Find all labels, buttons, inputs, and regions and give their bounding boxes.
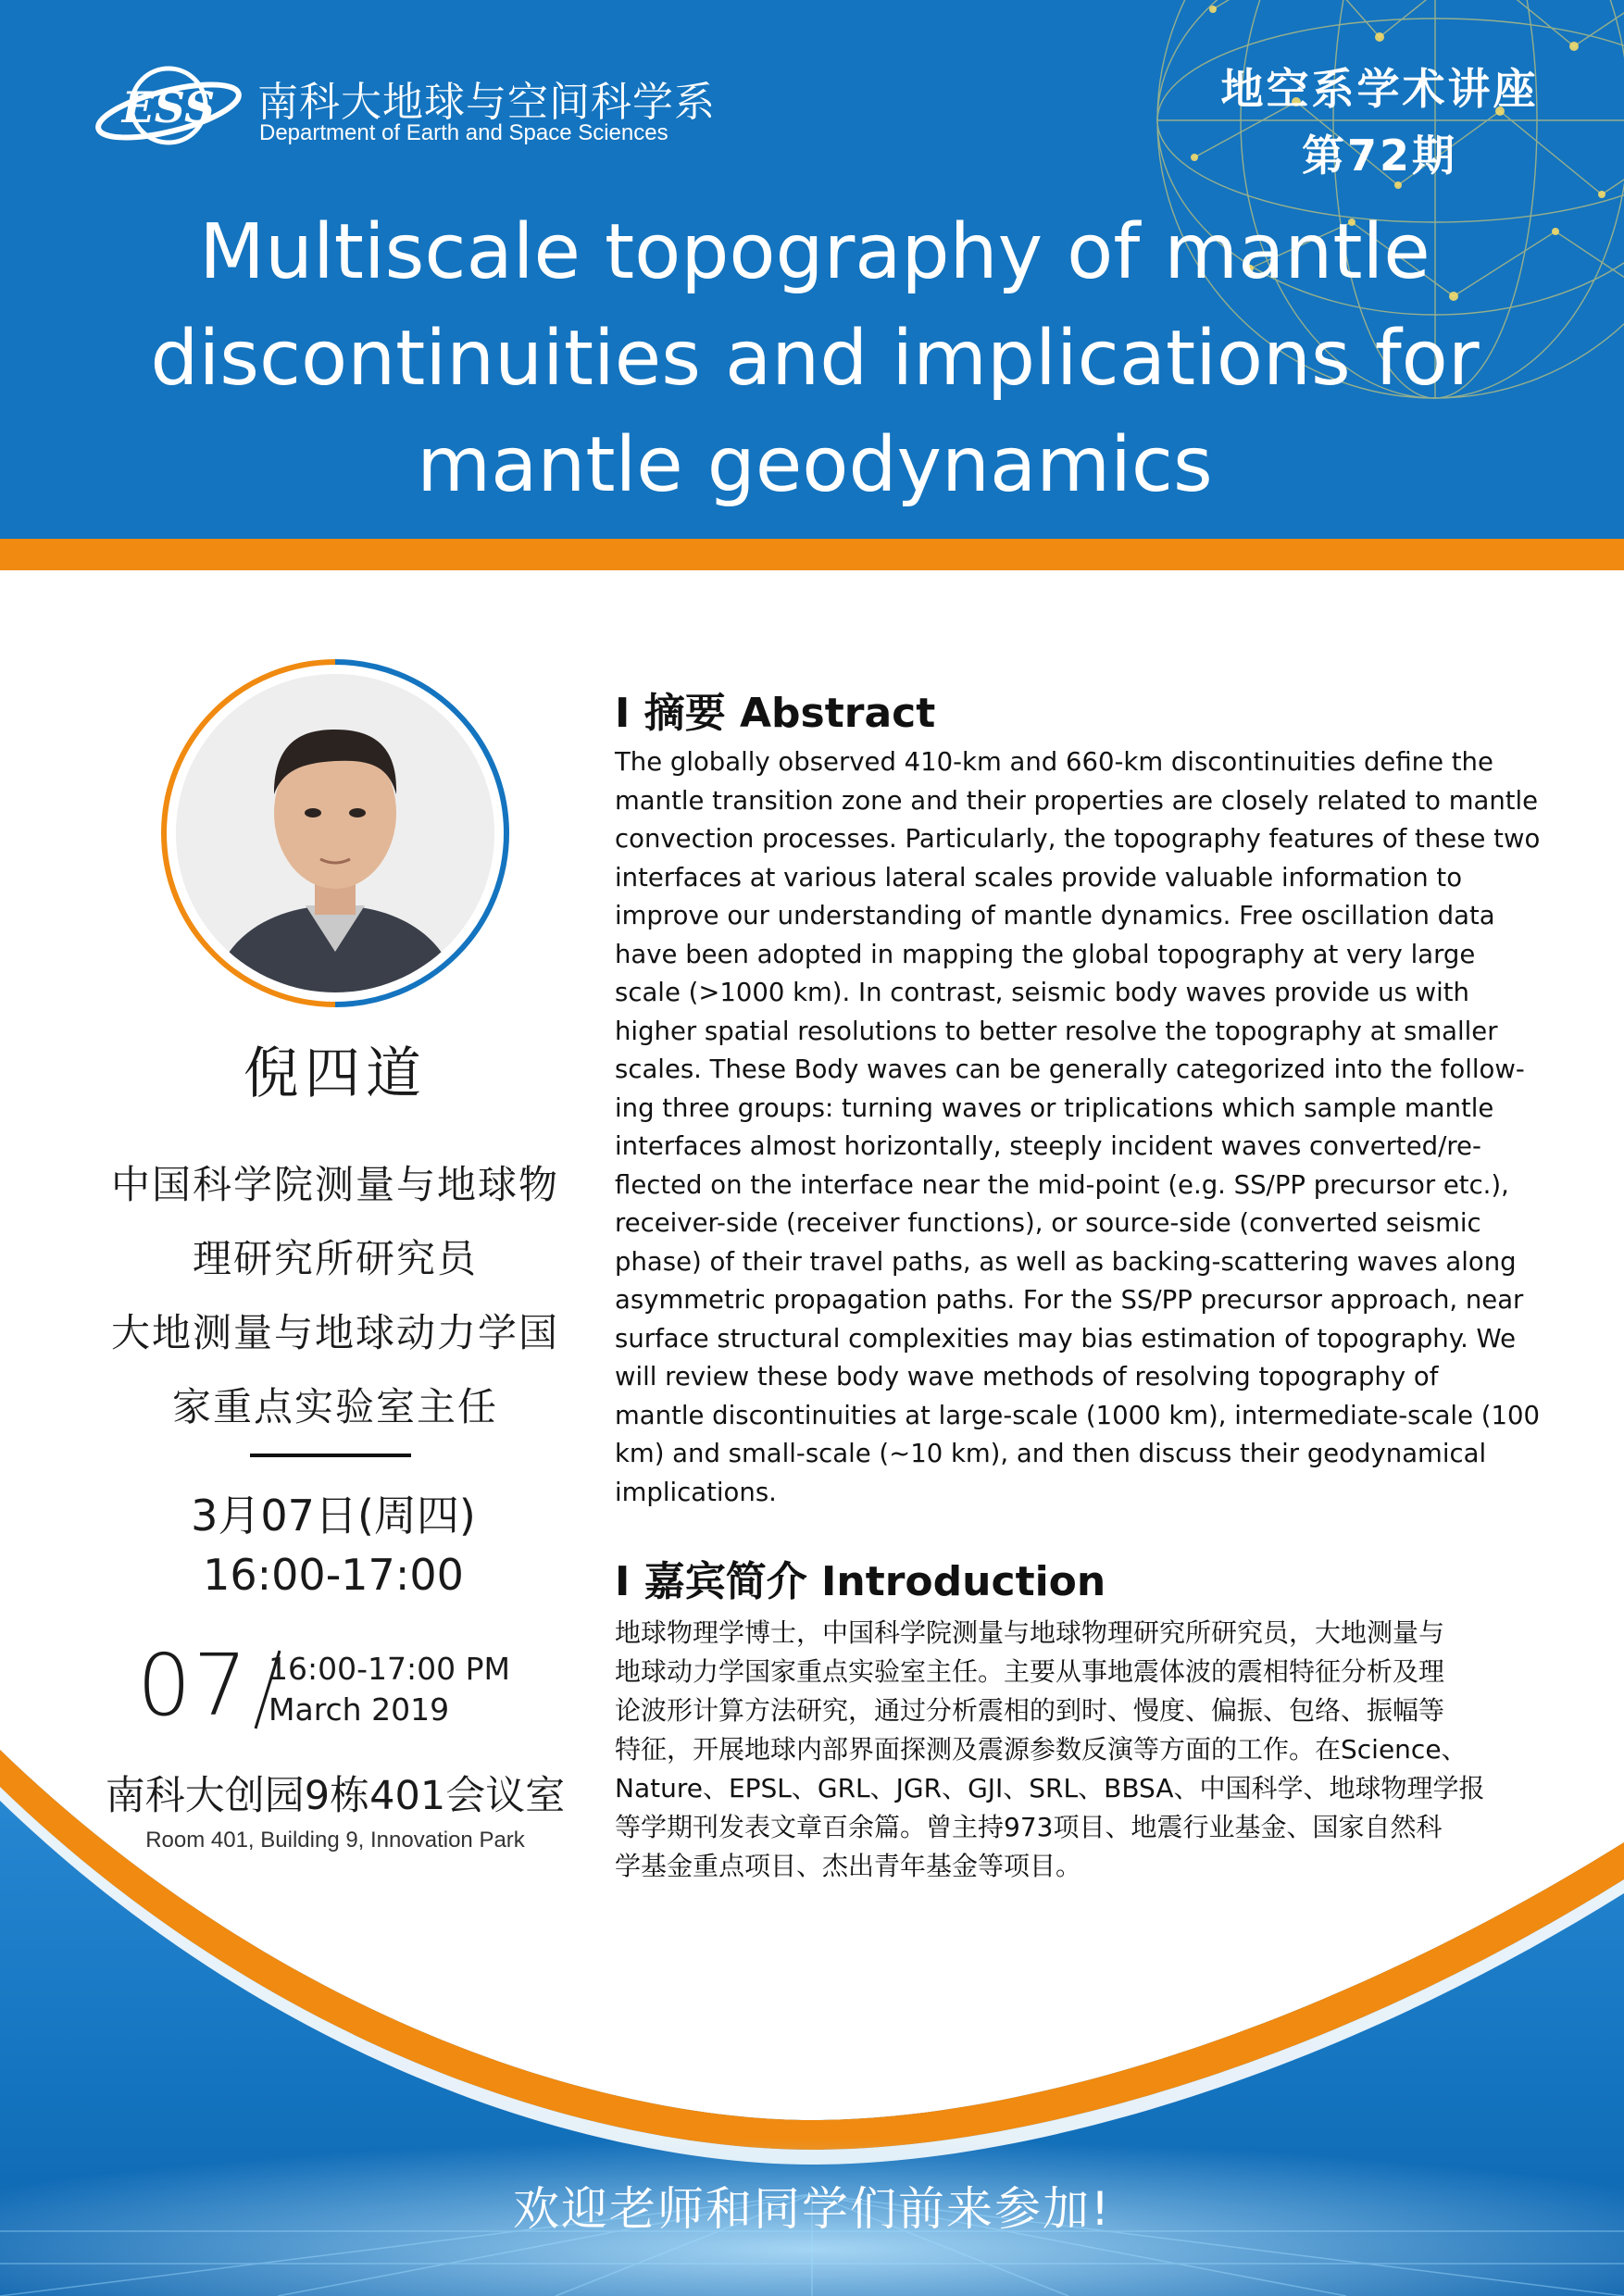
speaker-name: 倪四道: [244, 1042, 427, 1106]
svg-text:ESS: ESS: [121, 82, 216, 132]
affiliation-line: 理研究所研究员: [192, 1236, 478, 1281]
abstract-line: km) and small-scale (~10 km), and then discuss their geodynamical: [615, 1439, 1487, 1468]
abstract-line: ing three groups: turning waves or triplications which sample mantle: [615, 1092, 1494, 1123]
department-name-en: Department of Earth and Space Sciences: [259, 120, 668, 145]
intro-line: 地球动力学国家重点实验室主任。主要从事地震体波的震相特征分析及理: [615, 1656, 1445, 1687]
time-cn: 16:00-17:00: [203, 1550, 464, 1600]
intro-line: 论波形计算方法研究，通过分析震相的到时、慢度、偏振、包络、振幅等: [615, 1695, 1445, 1726]
abstract-line: asymmetric propagation paths. For the SS/PP precursor approach, near: [615, 1285, 1524, 1315]
title-line: mantle geodynamics: [417, 421, 1213, 509]
abstract-line: phase) of their travel paths, as well as backing-scattering waves along: [615, 1246, 1517, 1277]
header-banner: [0, 0, 1624, 539]
series-name: 地空系学术讲座: [1220, 64, 1539, 114]
date-time-cn: [93, 1486, 574, 1604]
lecture-title: [37, 199, 1593, 518]
department-name-cn: 南科大地球与空间科学系: [257, 79, 716, 126]
date-block: [137, 1636, 563, 1736]
venue-en: Room 401, Building 9, Innovation Park: [145, 1828, 525, 1853]
affiliation-line: 家重点实验室主任: [171, 1384, 498, 1429]
title-line: discontinuities and implications for: [150, 315, 1480, 403]
abstract-line: interfaces at various lateral scales provide valuable information to: [615, 862, 1463, 892]
abstract-line: surface structural complexities may bias estimation of topography. We: [615, 1323, 1517, 1354]
speaker-photo: [176, 674, 494, 992]
date-cn: 3月07日(周四): [191, 1491, 476, 1541]
abstract-line: The globally observed 410-km and 660-km discontinuities define the: [615, 747, 1493, 777]
ess-logo-icon: [93, 57, 245, 159]
speaker-portrait-icon: [176, 674, 494, 992]
intro-line: 特征，开展地球内部界面探测及震源参数反演等方面的工作。在Science、: [615, 1734, 1468, 1765]
abstract-line: mantle transition zone and their properties are closely related to mantle: [615, 785, 1539, 816]
time-en: 16:00-17:00 PM: [269, 1651, 510, 1687]
abstract-line: mantle discontinuities at large-scale (1000 km), intermediate-scale (100: [615, 1400, 1540, 1430]
abstract-line: convection processes. Particularly, the topography features of these two: [615, 824, 1541, 854]
abstract-body: [615, 743, 1550, 1512]
abstract-line: receiver-side (receiver functions), or source-side (converted seismic: [615, 1208, 1481, 1238]
welcome-message: 欢迎老师和同学们前来参加!: [512, 2182, 1112, 2236]
department-logo: [93, 57, 1018, 159]
abstract-line: will review these body wave methods of resolving topography of: [615, 1362, 1439, 1391]
abstract-line: higher spatial resolutions to better resolve the topography at smaller: [615, 1016, 1498, 1046]
abstract-line: scale (>1000 km). In contrast, seismic body waves provide us with: [615, 978, 1469, 1007]
intro-line: Nature、EPSL、GRL、JGR、GJI、SRL、BBSA、中国科学、地球物理学报: [615, 1773, 1485, 1803]
abstract-heading: I 摘要 Abstract: [615, 690, 936, 737]
lecture-series-label: [1194, 56, 1565, 189]
abstract-line: flected on the interface near the mid-point (e.g. SS/PP precursor etc.),: [615, 1169, 1509, 1200]
month-year: March 2019: [269, 1691, 450, 1728]
intro-line: 地球物理学博士，中国科学院测量与地球物理研究所研究员，大地测量与: [615, 1617, 1445, 1648]
speaker-photo-frame: [159, 657, 511, 1009]
speaker-affiliation: [65, 1148, 606, 1444]
introduction-heading: I 嘉宾简介 Introduction: [615, 1558, 1106, 1605]
abstract-line: scales. These Body waves can be generally categorized into the follow-: [615, 1054, 1525, 1084]
day-number: 07: [137, 1636, 250, 1735]
title-line: Multiscale topography of mantle: [199, 208, 1430, 296]
abstract-line: have been adopted in mapping the global topography at very large: [615, 939, 1476, 969]
intro-line: 等学期刊发表文章百余篇。曾主持973项目、地震行业基金、国家自然科: [615, 1812, 1443, 1842]
header-orange-band: [0, 539, 1624, 570]
intro-line: 学基金重点项目、杰出青年基金等项目。: [615, 1851, 1082, 1881]
abstract-line: implications.: [615, 1477, 777, 1507]
affiliation-line: 大地测量与地球动力学国: [110, 1310, 559, 1355]
affiliation-line: 中国科学院测量与地球物: [110, 1162, 559, 1207]
abstract-line: interfaces almost horizontally, steeply incident waves converted/re-: [615, 1131, 1481, 1161]
divider-line: [250, 1454, 411, 1457]
introduction-body: [615, 1614, 1550, 1886]
date-details: [269, 1649, 510, 1730]
series-issue: 第72期: [1301, 131, 1457, 181]
abstract-line: improve our understanding of mantle dynamics. Free oscillation data: [615, 901, 1495, 930]
venue-cn: 南科大创园9栋401会议室: [105, 1773, 566, 1819]
